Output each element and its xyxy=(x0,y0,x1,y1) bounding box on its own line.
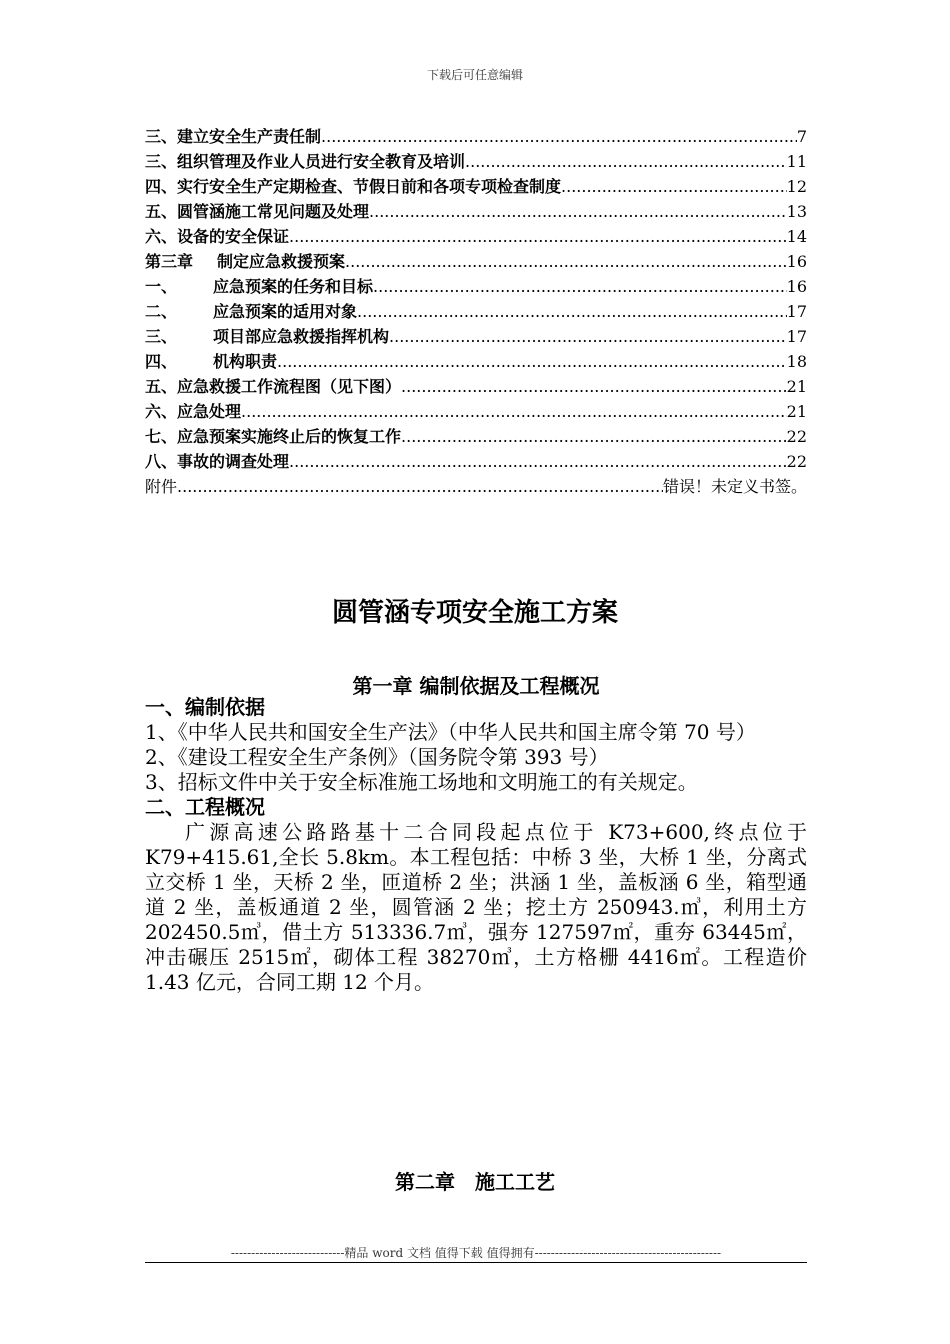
toc-leader xyxy=(369,202,787,221)
toc-entry[interactable] xyxy=(145,299,807,324)
toc-entry-title: 五、圆管涵施工常见问题及处理 xyxy=(145,202,370,221)
toc-entry-page: 21 xyxy=(786,377,807,396)
toc-entry[interactable] xyxy=(145,474,807,499)
toc-entry-title: 六、应急处理 xyxy=(145,402,242,421)
document-body xyxy=(145,695,807,995)
toc-entry[interactable] xyxy=(145,199,807,224)
toc-entry-text: 应急预案的任务和目标 xyxy=(213,277,374,296)
toc-entry-text: 应急预案的适用对象 xyxy=(213,302,358,321)
toc-leader xyxy=(277,352,787,371)
toc-entry-text: 机构职责 xyxy=(213,352,278,371)
toc-leader xyxy=(389,327,787,346)
section-heading: 一、编制依据 xyxy=(145,695,265,719)
toc-entry[interactable] xyxy=(145,124,807,149)
toc-entry-page: 18 xyxy=(786,352,807,371)
toc-leader xyxy=(401,427,787,446)
toc-entry-title xyxy=(145,349,277,372)
toc-entry[interactable] xyxy=(145,174,807,199)
toc-entry-page: 17 xyxy=(786,302,807,321)
toc-leader xyxy=(241,402,787,421)
toc-leader xyxy=(401,377,787,396)
toc-entry-page: 11 xyxy=(786,152,807,171)
toc-entry-page: 21 xyxy=(786,402,807,421)
toc-entry[interactable] xyxy=(145,249,807,274)
toc-entry[interactable] xyxy=(145,274,807,299)
chapter-heading: 第二章 施工工艺 xyxy=(395,1170,555,1194)
toc-entry[interactable] xyxy=(145,399,807,424)
toc-entry-number: 三、 xyxy=(145,327,178,346)
toc-entry-page: 7 xyxy=(796,127,807,146)
toc-entry-title: 附件 xyxy=(145,477,178,496)
toc-entry-title: 五、应急救援工作流程图（见下图） xyxy=(145,377,402,396)
basis-item: 2、《建设工程安全生产条例》（国务院令第 393 号） xyxy=(145,745,609,769)
toc-entry-page: 错误！未定义书签。 xyxy=(662,477,807,496)
toc-entry-title xyxy=(145,299,357,322)
toc-entry-page: 14 xyxy=(786,227,807,246)
toc-entry-page: 17 xyxy=(786,327,807,346)
toc-entry-title xyxy=(145,274,373,297)
toc-entry[interactable] xyxy=(145,149,807,174)
toc-entry-page: 13 xyxy=(786,202,807,221)
toc-entry-title xyxy=(145,249,345,272)
toc-entry-title: 六、设备的安全保证 xyxy=(145,227,290,246)
toc-entry-text: 制定应急救援预案 xyxy=(217,252,346,271)
section-heading: 二、工程概况 xyxy=(145,795,265,819)
table-of-contents xyxy=(145,124,807,499)
toc-entry-number: 四、 xyxy=(145,352,178,371)
footer-note: ----------------------------精品 word 文档 值得下载 值得拥有---------------------------------------------- xyxy=(230,1246,722,1260)
toc-entry[interactable] xyxy=(145,224,807,249)
toc-leader xyxy=(561,177,787,196)
toc-leader xyxy=(345,252,787,271)
toc-entry[interactable] xyxy=(145,424,807,449)
toc-entry-number: 二、 xyxy=(145,302,178,321)
footer-divider xyxy=(145,1262,807,1263)
toc-entry-number: 一、 xyxy=(145,277,178,296)
toc-entry-page: 16 xyxy=(786,252,807,271)
toc-leader xyxy=(357,302,787,321)
toc-entry-page: 22 xyxy=(786,427,807,446)
chapter-heading: 第一章 编制依据及工程概况 xyxy=(352,674,600,698)
basis-item: 3、招标文件中关于安全标准施工场地和文明施工的有关规定。 xyxy=(145,770,698,794)
toc-entry[interactable] xyxy=(145,349,807,374)
toc-entry-title: 三、组织管理及作业人员进行安全教育及培训 xyxy=(145,152,466,171)
toc-entry[interactable] xyxy=(145,374,807,399)
toc-entry-title: 八、事故的调查处理 xyxy=(145,452,290,471)
toc-entry-title: 四、实行安全生产定期检查、节假日前和各项专项检查制度 xyxy=(145,177,562,196)
header-note: 下载后可任意编辑 xyxy=(426,68,523,82)
toc-leader xyxy=(289,452,787,471)
toc-entry-page: 22 xyxy=(786,452,807,471)
toc-leader xyxy=(465,152,787,171)
toc-leader xyxy=(321,127,797,146)
document-title: 圆管涵专项安全施工方案 xyxy=(331,598,618,628)
toc-entry[interactable] xyxy=(145,324,807,349)
toc-entry-title xyxy=(145,324,389,347)
toc-entry-title: 七、应急预案实施终止后的恢复工作 xyxy=(145,427,402,446)
toc-leader xyxy=(373,277,787,296)
toc-entry-title: 三、建立安全生产责任制 xyxy=(145,127,322,146)
toc-entry-number: 第三章 xyxy=(145,252,194,271)
toc-leader xyxy=(289,227,787,246)
toc-entry-text: 项目部应急救援指挥机构 xyxy=(213,327,390,346)
toc-leader xyxy=(177,477,663,496)
overview-paragraph: 广源高速公路路基十二合同段起点位于 K73+600,终点位于 K79+415.61,全长 5.8km。本工程包括：中桥 3 坐，大桥 1 坐，分离式立交桥 1 坐，天桥 2 坐，匝道桥 2 坐；洪涵 1 坐，盖板涵 6 坐，箱型通道 2 坐，盖板通道 2 坐，圆管涵 2 坐；挖土方 250943.㎥，利用土方 202450.5㎥，借土方 513336.7㎥，强夯 127597㎡，重夯 63445㎡，冲击碾压 2515㎡，砌体工程 38270㎥，土方格栅 4416㎡。工程造价 1.43 亿元，合同工期 12 个月。 xyxy=(145,820,807,994)
toc-entry-page: 12 xyxy=(786,177,807,196)
toc-entry[interactable] xyxy=(145,449,807,474)
toc-entry-page: 16 xyxy=(786,277,807,296)
basis-item: 1、《中华人民共和国安全生产法》（中华人民共和国主席令第 70 号） xyxy=(145,720,756,744)
